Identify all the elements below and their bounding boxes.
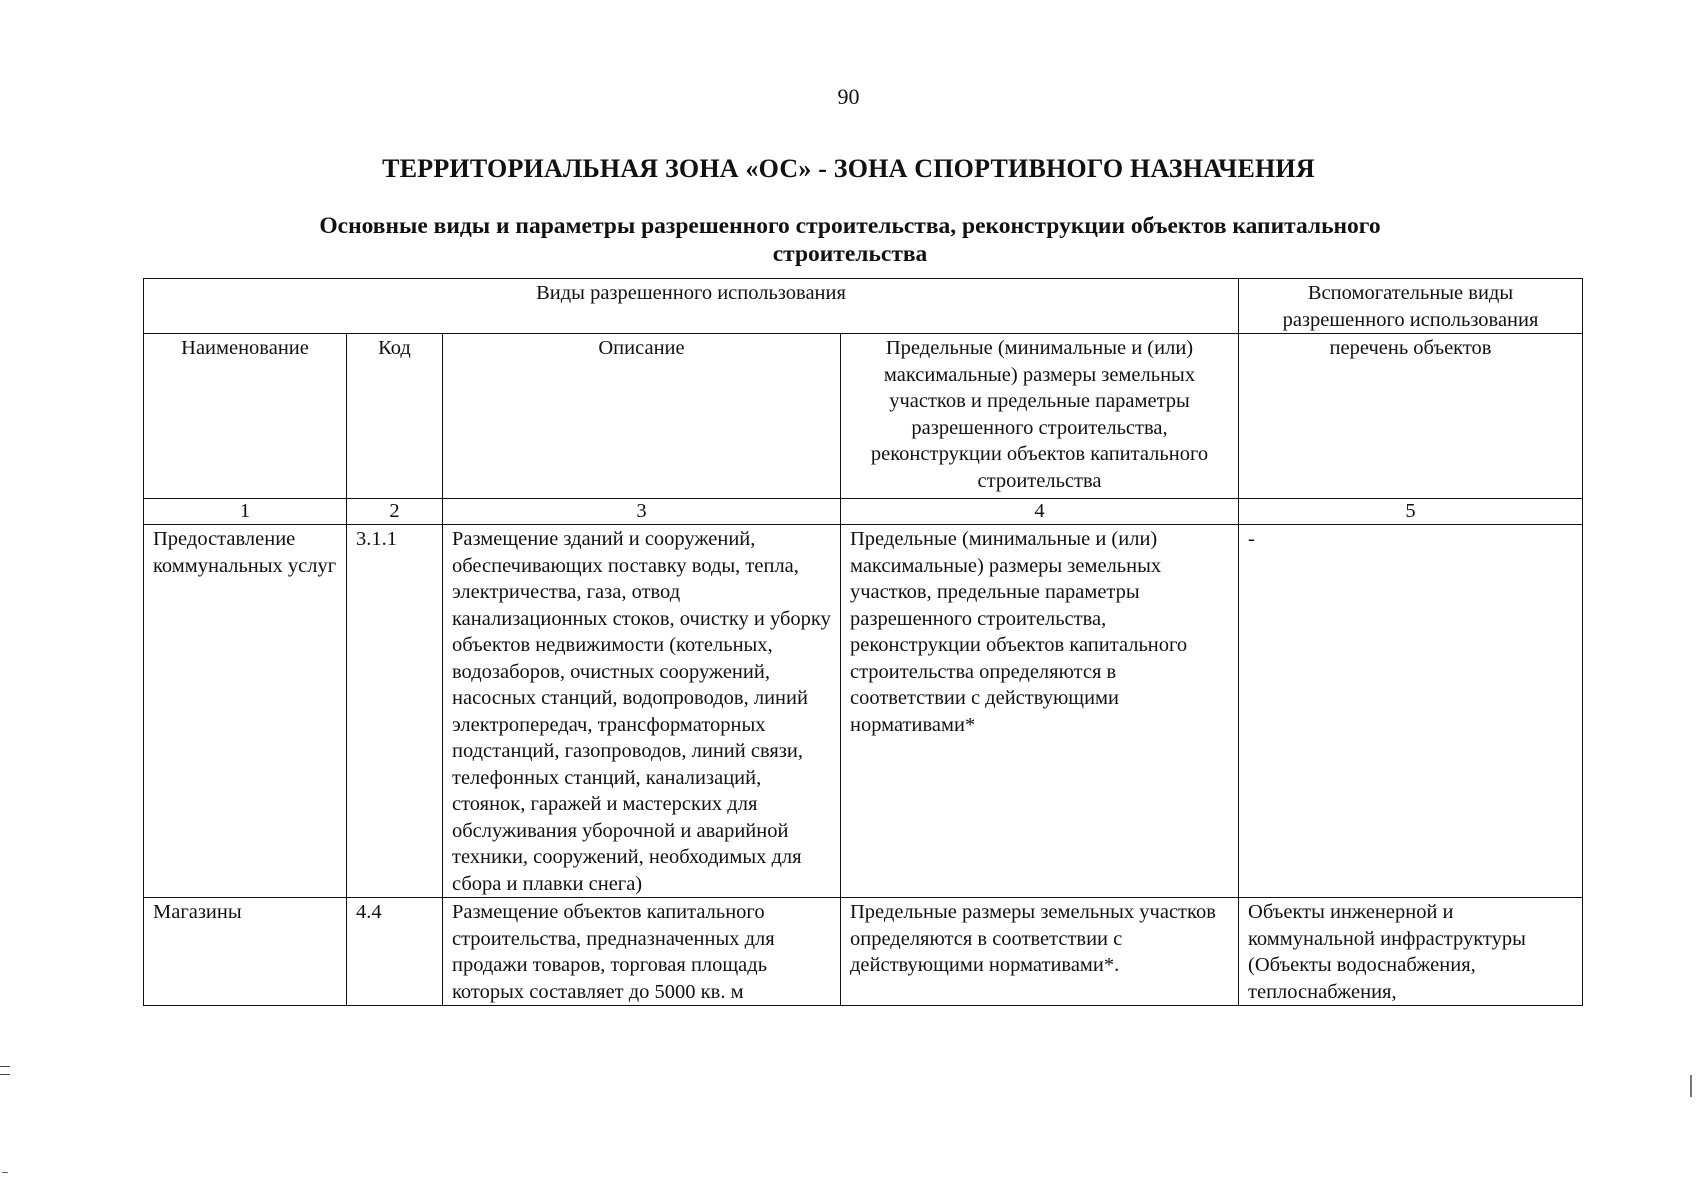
scan-artifact-mark — [0, 1066, 10, 1075]
column-number: 1 — [144, 499, 347, 525]
column-header-objects: перечень объектов — [1239, 334, 1583, 499]
page-subtitle: Основные виды и параметры разрешенного строительства, реконструкции объектов капитального строительства — [319, 213, 1381, 267]
column-number: 3 — [443, 499, 841, 525]
table-group-header-row — [144, 279, 1583, 334]
row-description: Размещение зданий и сооружений, обеспечивающих поставку воды, тепла, электричества, газа, отвод канализационных стоков, очистку и уборку объектов недвижимости (котельных, водозаборов, очистных сооружений, насосных станций, водопроводов, линий электропередач, трансформаторных подстанций, газопроводов, линий связи, телефонных станций, канализаций, стоянок, гаражей и мастерских для обслуживания уборочной и аварийной техники, сооружений, необходимых для сбора и плавки снега) — [443, 525, 841, 898]
row-description: Размещение объектов капитального строительства, предназначенных для продажи товаров, торговая площадь которых составляет до 5000 кв. м — [443, 898, 841, 1006]
table-row — [144, 898, 1583, 1006]
column-number: 2 — [347, 499, 443, 525]
row-code: 4.4 — [347, 898, 443, 1006]
row-limits: Предельные размеры земельных участков определяются в соответствии с действующими нормативами*. — [841, 898, 1239, 1006]
row-objects: - — [1239, 525, 1583, 898]
column-header-name: Наименование — [144, 334, 347, 499]
table-column-number-row — [144, 499, 1583, 525]
column-header-code: Код — [347, 334, 443, 499]
scan-artifact-mark — [1690, 1075, 1692, 1097]
row-limits: Предельные (минимальные и (или) максимальные) размеры земельных участков, предельные параметры разрешенного строительства, реконструкции объектов капитального строительства определяются в соответствии с действующими нормативами* — [841, 525, 1239, 898]
column-header-description: Описание — [443, 334, 841, 499]
column-number: 4 — [841, 499, 1239, 525]
table-row — [144, 525, 1583, 898]
page-title: ТЕРРИТОРИАЛЬНАЯ ЗОНА «ОС» - ЗОНА СПОРТИВНОГО НАЗНАЧЕНИЯ — [382, 154, 1315, 183]
row-objects: Объекты инженерной и коммунальной инфраструктуры (Объекты водоснабжения, теплоснабжения, — [1239, 898, 1583, 1006]
column-number: 5 — [1239, 499, 1583, 525]
table-column-header-row — [144, 334, 1583, 499]
row-name: Магазины — [144, 898, 347, 1006]
page-number: 90 — [837, 84, 860, 109]
permitted-use-table — [143, 278, 1583, 1006]
column-header-limits: Предельные (минимальные и (или) максимальные) размеры земельных участков и предельные параметры разрешенного строительства, реконструкции объектов капитального строительства — [841, 334, 1239, 499]
group-header-main: Виды разрешенного использования — [144, 279, 1239, 334]
row-name: Предоставление коммунальных услуг — [144, 525, 347, 898]
scan-artifact-mark — [2, 1172, 8, 1173]
group-header-auxiliary: Вспомогательные виды разрешенного использования — [1239, 279, 1583, 334]
row-code: 3.1.1 — [347, 525, 443, 898]
